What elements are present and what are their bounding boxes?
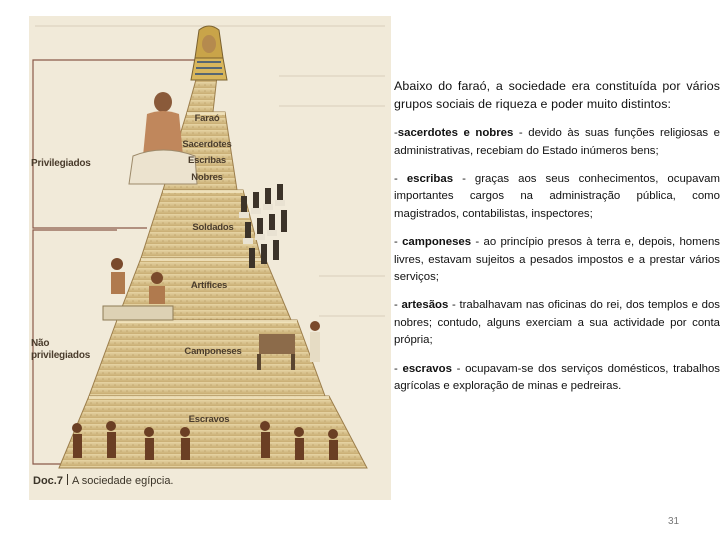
- caption-doc-number: Doc.7: [33, 475, 63, 487]
- item-term: escravos: [402, 362, 452, 375]
- page-number: 31: [668, 516, 680, 527]
- list-item-slaves: [394, 361, 720, 396]
- tier-label-pharaoh: Faraó: [194, 113, 220, 124]
- tier-label-nobles: Nobres: [191, 172, 223, 183]
- list-item-scribes: [394, 171, 720, 223]
- item-description: - devido às suas funções religiosas e administrativas, recebiam do Estado inúmeros bens;: [394, 127, 720, 157]
- intro-paragraph: Abaixo do faraó, a sociedade era constituída por vários grupos sociais de riqueza e poder muito distintos:: [394, 79, 720, 111]
- item-prefix: -: [394, 127, 398, 140]
- item-term: sacerdotes e nobres: [397, 127, 514, 140]
- figure-caption: [33, 474, 174, 487]
- item-prefix: -: [394, 299, 402, 312]
- description-text: [394, 78, 720, 406]
- list-item-artisans: [394, 297, 720, 349]
- item-description: - ocupavam-se dos serviços domésticos, trabalhos agrícolas e exploração de minas e pedreiras.: [394, 362, 720, 393]
- tier-label-slaves: Escravos: [188, 414, 230, 425]
- item-description: - ao princípio presos à terra e, depois, homens livres, estavam sujeitos a pesados impostos e a prestar vários serviços;: [394, 236, 720, 284]
- tier-label-priests: Sacerdotes: [182, 139, 232, 150]
- item-prefix: -: [394, 173, 407, 185]
- group-label-non-privileged: Não privilegiados: [31, 338, 91, 361]
- item-term: artesãos: [401, 299, 449, 312]
- tier-label-soldiers: Soldados: [192, 222, 234, 233]
- tier-label-scribes: Escribas: [187, 155, 227, 166]
- tier-label-artisans: Artífices: [190, 280, 228, 291]
- list-item-peasants: [394, 234, 720, 286]
- caption-title: A sociedade egípcia.: [71, 475, 174, 487]
- item-term: escribas: [406, 173, 454, 185]
- group-label-privileged: Privilegiados: [31, 158, 91, 169]
- pharaoh-figure: [191, 26, 227, 80]
- item-description: - trabalhavam nas oficinas do rei, dos templos e dos nobres; contudo, alguns exerciam a sua actividade por conta própria;: [394, 299, 720, 347]
- item-description: - graças aos seus conhecimentos, ocupavam importantes cargos na administração pública, como magistrados, contabilistas, inspectores;: [394, 173, 720, 220]
- egyptian-society-pyramid-figure: [29, 16, 391, 500]
- item-prefix: -: [394, 236, 403, 249]
- tier-label-peasants: Camponeses: [184, 346, 242, 357]
- item-prefix: -: [394, 362, 403, 375]
- item-term: camponeses: [402, 236, 472, 249]
- caption-separator: [67, 474, 68, 485]
- list-item-priests-nobles: [394, 125, 720, 160]
- pyramid-illustration: [29, 16, 391, 500]
